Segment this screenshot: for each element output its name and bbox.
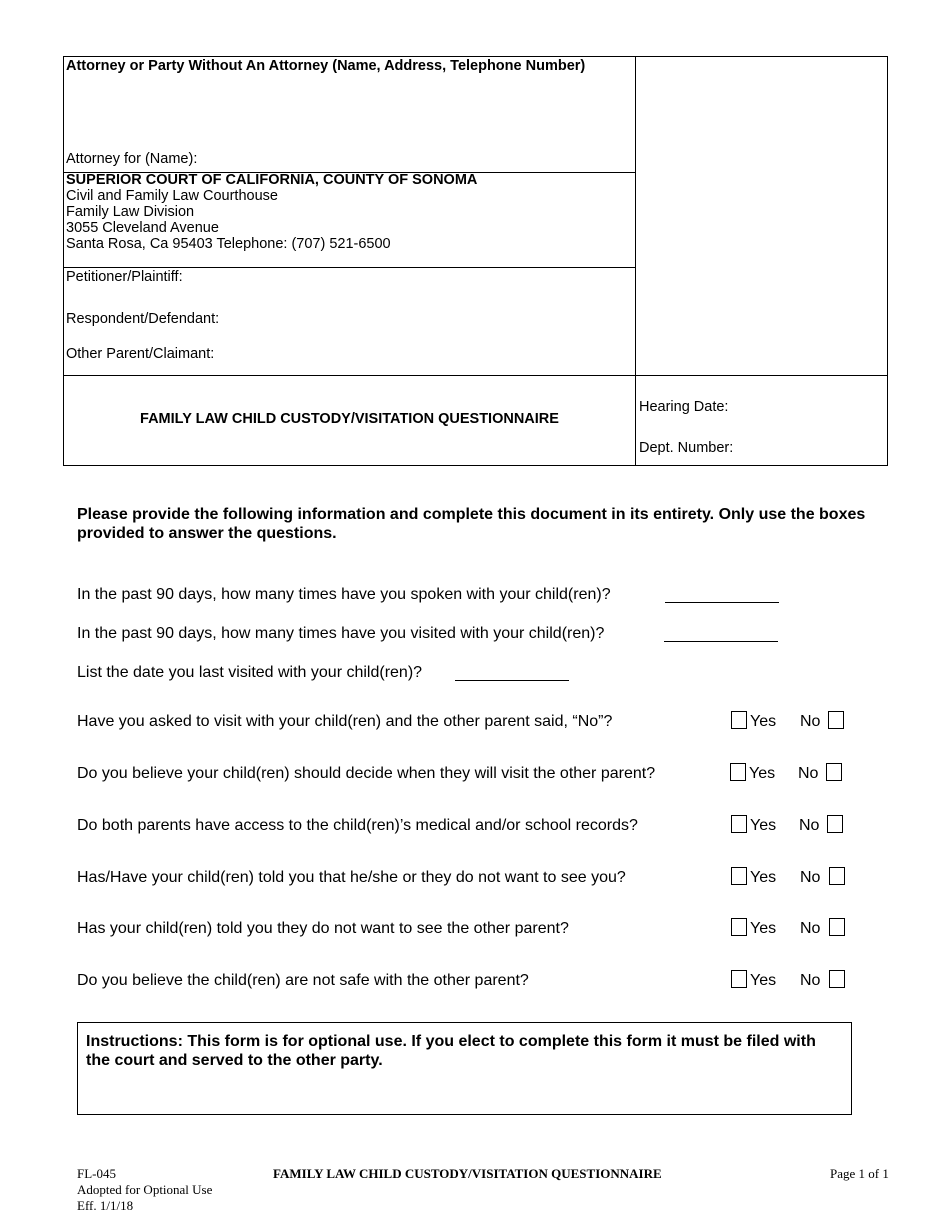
yes-label: Yes [750,869,777,886]
question-child-refuses-you: Has/Have your child(ren) told you that he/she or they do not want to see you? [77,869,626,886]
question-last-visit-date: List the date you last visited with your child(ren)? [77,664,423,681]
petitioner-label: Petitioner/Plaintiff: [66,269,183,285]
footer-form-number: FL-045 [77,1166,116,1181]
no-checkbox[interactable] [829,867,845,885]
yes-label: Yes [750,817,777,834]
question-records-access: Do both parents have access to the child(ren)’s medical and/or school records? [77,817,638,834]
court-line-1: Civil and Family Law Courthouse [66,188,278,204]
answer-line-spoken-count[interactable] [665,602,779,603]
yes-label: Yes [750,713,777,730]
respondent-label: Respondent/Defendant: [66,311,220,327]
yes-checkbox[interactable] [731,918,747,936]
yes-checkbox[interactable] [731,867,747,885]
form-title: FAMILY LAW CHILD CUSTODY/VISITATION QUESTIONNAIRE [140,411,559,427]
no-checkbox[interactable] [826,763,842,781]
attorney-for-label: Attorney for (Name): [66,151,198,167]
yes-checkbox[interactable] [731,815,747,833]
court-line-4: Santa Rosa, Ca 95403 Telephone: (707) 521-6500 [66,236,391,252]
question-child-decides: Do you believe your child(ren) should decide when they will visit the other parent? [77,765,656,782]
yes-label: Yes [749,765,776,782]
footer-title: FAMILY LAW CHILD CUSTODY/VISITATION QUESTIONNAIRE [273,1166,662,1181]
question-visit-refused: Have you asked to visit with your child(ren) and the other parent said, “No”? [77,713,613,730]
yes-checkbox[interactable] [730,763,746,781]
caption-divider-court [63,267,636,268]
footer-adopted: Adopted for Optional Use [77,1182,213,1197]
no-label: No [800,972,821,989]
question-spoken-count: In the past 90 days, how many times have you spoken with your child(ren)? [77,586,611,603]
no-label: No [799,817,820,834]
question-child-refuses-other-parent: Has your child(ren) told you they do not want to see the other parent? [77,920,569,937]
attorney-label: Attorney or Party Without An Attorney (Name, Address, Telephone Number) [66,58,586,74]
yes-label: Yes [750,920,777,937]
question-child-safety: Do you believe the child(ren) are not safe with the other parent? [77,972,529,989]
hearing-date-label: Hearing Date: [639,399,729,415]
no-label: No [800,920,821,937]
no-checkbox[interactable] [829,970,845,988]
caption-border-bottom [63,465,888,466]
caption-divider-title [63,375,888,376]
caption-divider-vertical [635,56,636,466]
court-line-3: 3055 Cleveland Avenue [66,220,219,236]
court-name: SUPERIOR COURT OF CALIFORNIA, COUNTY OF SONOMA [66,172,478,188]
caption-border-top [63,56,888,57]
answer-line-last-visit-date[interactable] [455,680,569,681]
no-checkbox[interactable] [827,815,843,833]
dept-number-label: Dept. Number: [639,440,734,456]
footer-page-number: Page 1 of 1 [830,1166,889,1181]
caption-border-left [63,56,64,466]
no-label: No [800,713,821,730]
caption-border-right [887,56,888,466]
no-checkbox[interactable] [828,711,844,729]
footer-effective: Eff. 1/1/18 [77,1198,134,1213]
question-visited-count: In the past 90 days, how many times have you visited with your child(ren)? [77,625,605,642]
yes-label: Yes [750,972,777,989]
intro-text: Please provide the following information and complete this document in its entirety. Only use the boxes provided to answer the questions. [77,506,866,542]
answer-line-visited-count[interactable] [664,641,778,642]
no-label: No [800,869,821,886]
instructions-box: Instructions: This form is for optional use. If you elect to complete this form it must be filed with the court and served to the other party. [77,1022,852,1115]
yes-checkbox[interactable] [731,970,747,988]
no-label: No [798,765,819,782]
court-line-2: Family Law Division [66,204,195,220]
no-checkbox[interactable] [829,918,845,936]
yes-checkbox[interactable] [731,711,747,729]
other-parent-label: Other Parent/Claimant: [66,346,215,362]
